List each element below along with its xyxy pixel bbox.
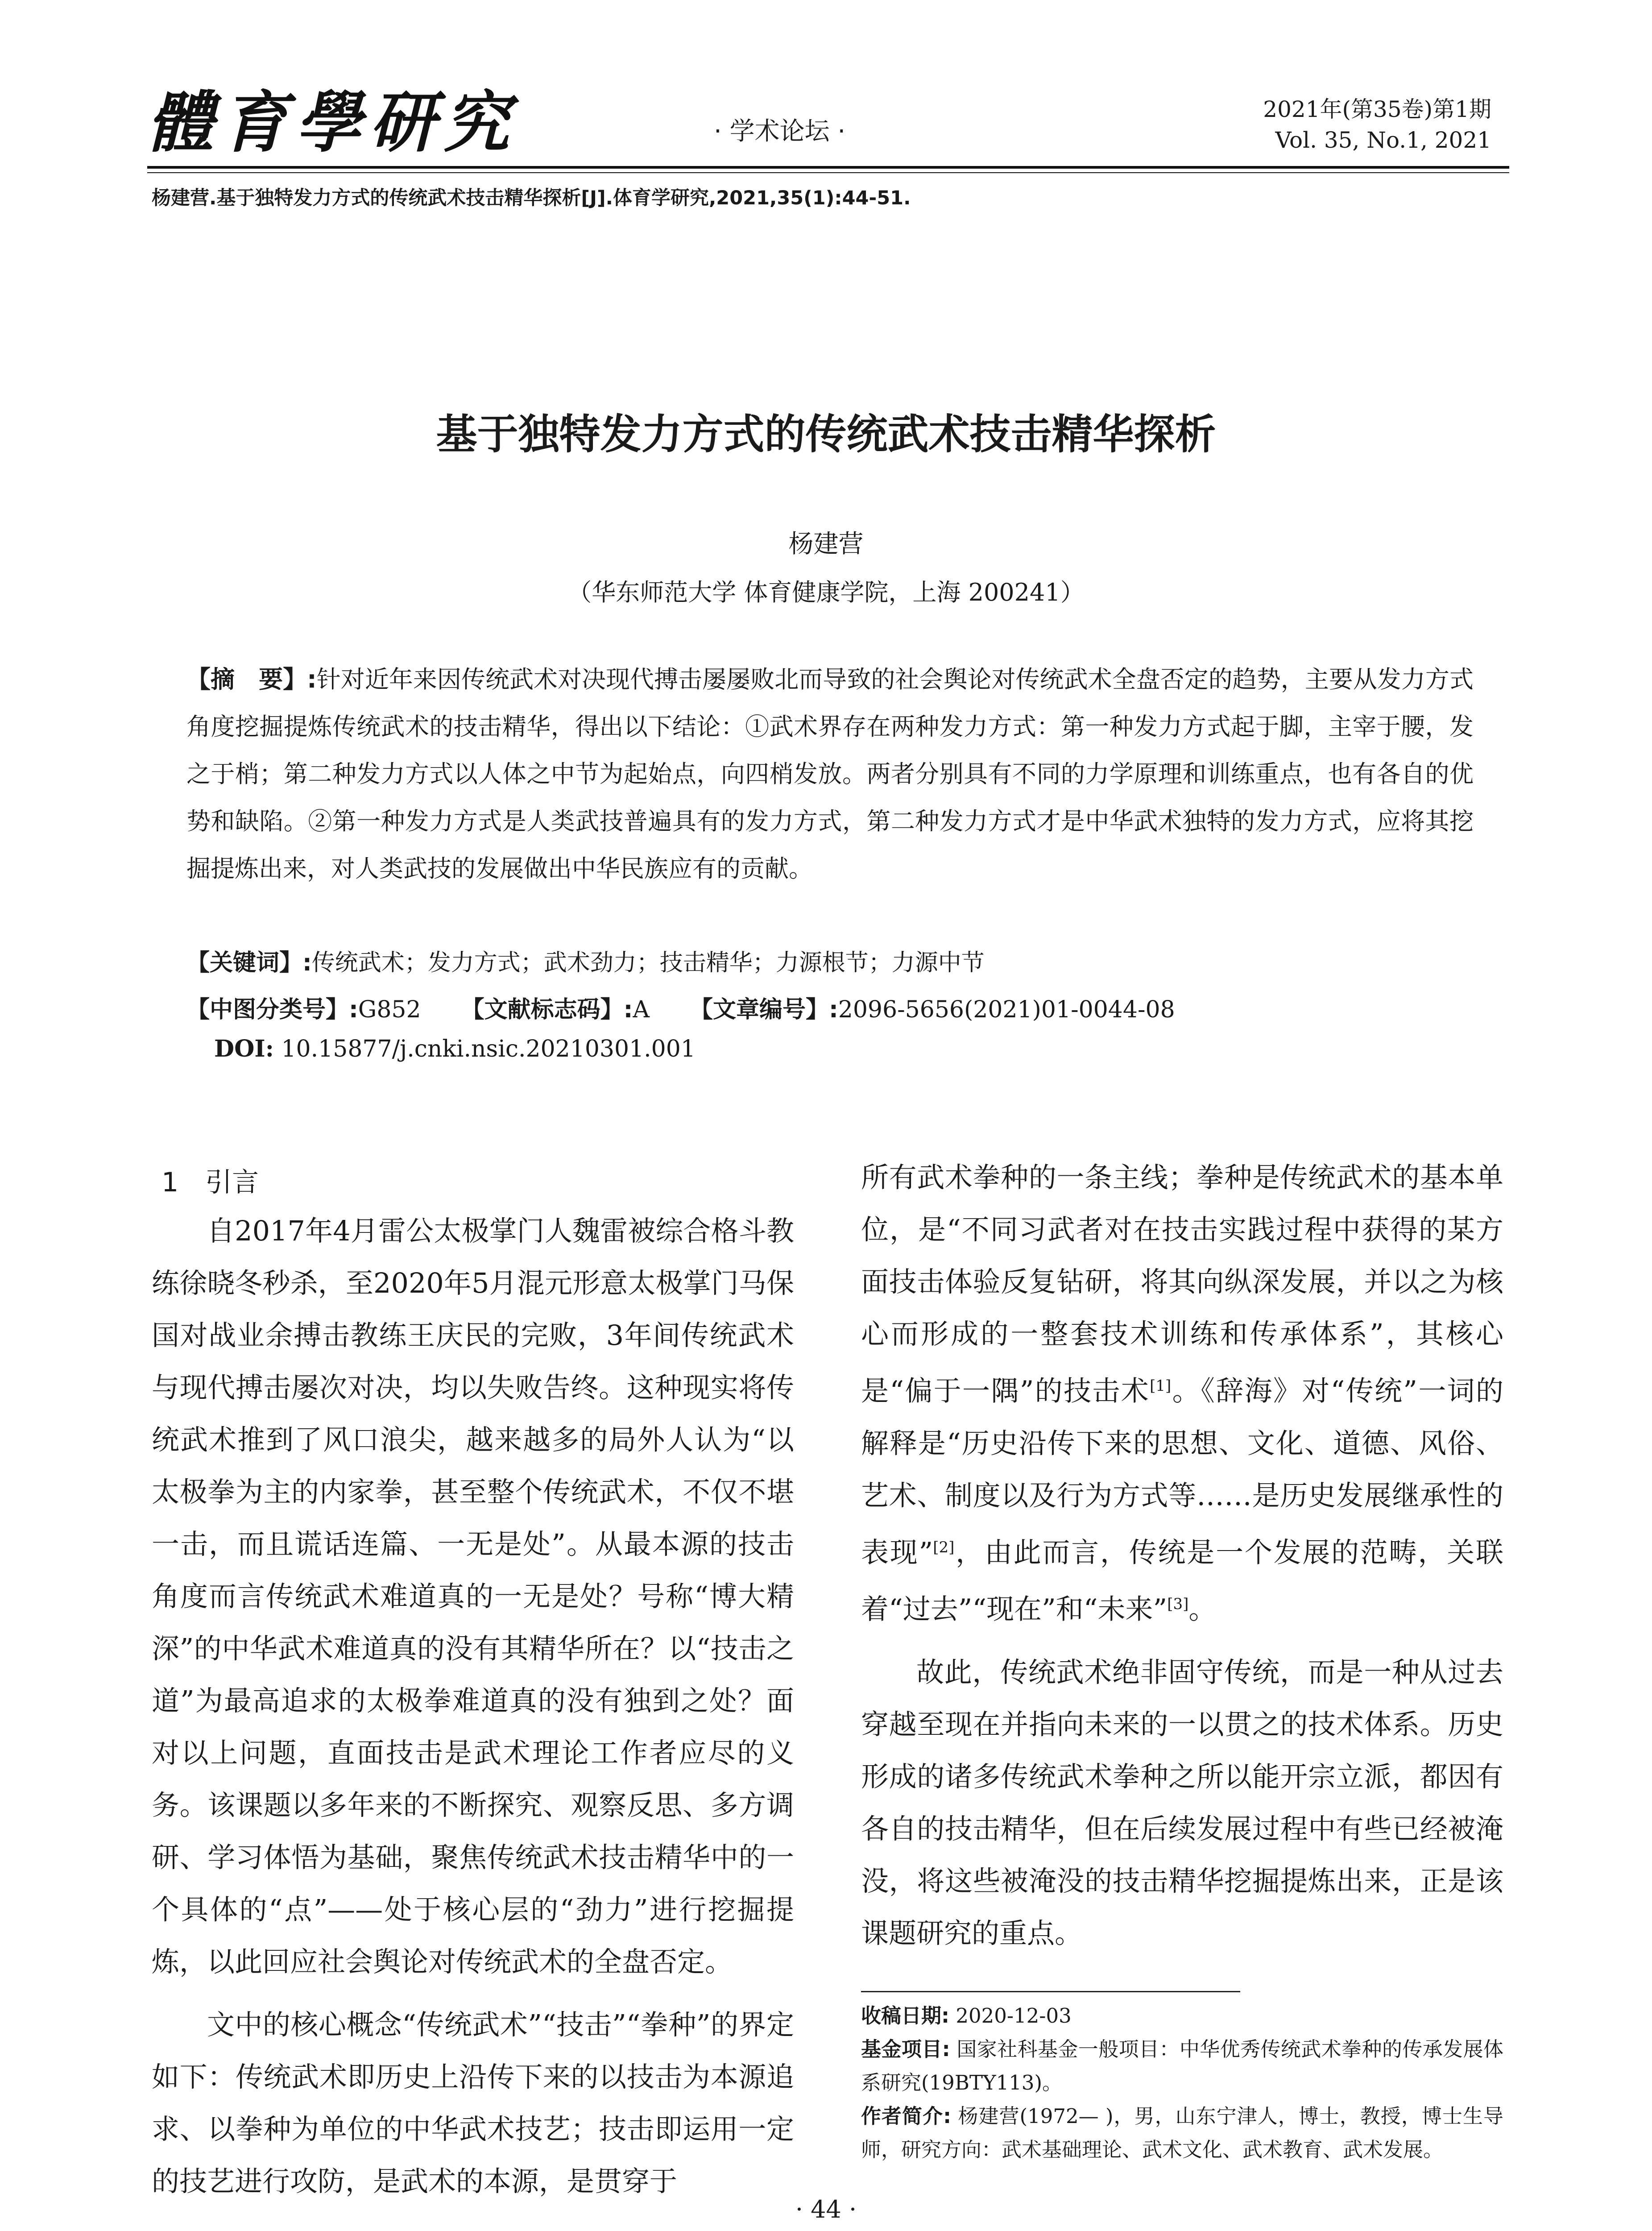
header-rule-thin (147, 172, 1509, 173)
footnote-rule (861, 1991, 1240, 1992)
author-bio-label: 作者简介: (861, 2104, 952, 2128)
keywords-line (186, 944, 985, 977)
column-name: · 学术论坛 · (714, 117, 846, 146)
received-label: 收稿日期: (861, 2004, 949, 2028)
keywords-label: 【关键词】: (186, 950, 312, 976)
received-value: 2020-12-03 (956, 2004, 1072, 2028)
section-heading: 1 引言 (161, 1167, 259, 1198)
issue-info-cn: 2021年(第35卷)第1期 (1263, 96, 1491, 122)
body-right-column (861, 1151, 1503, 1959)
doc-code-value: A (633, 996, 650, 1023)
doi-link[interactable]: 10.15877/j.cnki.nsic.20210301.001 (281, 1036, 696, 1062)
abstract (186, 656, 1474, 892)
reference-link[interactable]: [1] (1150, 1377, 1172, 1395)
body-text: 。 (1188, 1592, 1217, 1626)
author-affiliation: （华东师范大学 体育健康学院，上海 200241） (567, 578, 1085, 606)
body-text: 。《辞海》对“传统”一词的解释是“历史沿传下来的思想、文化、道德、风俗、艺术、制度以及行为方式等……是历史发展继承性的表现” (861, 1374, 1503, 1569)
doc-code-label: 【文献标志码】: (461, 996, 633, 1023)
abstract-text: 针对近年来因传统武术对决现代搏击屡屡败北而导致的社会舆论对传统武术全盘否定的趋势，主要从发力方式角度挖掘提炼传统武术的技击精华，得出以下结论：①武术界存在两种发力方式：第一种发力方式起于脚，主宰于腰，发之于梢；第二种发力方式以人体之中节为起始点，向四梢发放。两者分别具有不同的力学原理和训练重点，也有各自的优势和缺陷。②第一种发力方式是人类武技普遍具有的发力方式，第二种发力方式才是中华武术独特的发力方式，应将其挖掘提炼出来，对人类武技的发展做出中华民族应有的贡献。 (186, 665, 1474, 883)
body-left-column (152, 1160, 794, 2207)
journal-logo: 體育學研究 (147, 83, 518, 161)
page-number: · 44 · (795, 2195, 857, 2223)
classification-line (186, 991, 1175, 1024)
doi-label: DOI: (214, 1035, 274, 1062)
body-text: 所有武术拳种的一条主线；拳种是传统武术的基本单位，是“不同习武者对在技击实践过程中获得的某方面技击体验反复钻研，将其向纵深发展，并以之为核心而形成的一整套技术训练和传承体系”，其核心是“偏于一隅”的技击术 (861, 1161, 1503, 1407)
issue-info-en: Vol. 35, No.1, 2021 (1275, 127, 1491, 153)
citation-line: 杨建营.基于独特发力方式的传统武术技击精华探析[J].体育学研究,2021,35(1):44-51. (152, 187, 911, 209)
received-date (861, 1999, 1503, 2032)
clc-value: G852 (358, 996, 421, 1023)
article-no-value: 2096-5656(2021)01-0044-08 (838, 996, 1175, 1023)
abstract-label: 【摘 要】: (186, 665, 317, 693)
reference-link[interactable]: [3] (1167, 1595, 1189, 1613)
header-rule-thick (147, 166, 1509, 169)
keywords-text: 传统武术；发力方式；武术劲力；技击精华；力源根节；力源中节 (311, 950, 985, 976)
doi-line (214, 1035, 696, 1062)
fund-value: 国家社科基金一般项目：中华优秀传统武术拳种的传承发展体系研究(19BTY113)。 (861, 2037, 1503, 2094)
fund-label: 基金项目: (861, 2037, 950, 2061)
body-text: ，由此而言，传统是一个发展的范畴，关联着“过去”“现在”和“未来” (861, 1536, 1503, 1626)
fund-info (861, 2032, 1503, 2099)
body-paragraph (861, 1151, 1503, 1635)
reference-link[interactable]: [2] (933, 1538, 955, 1556)
clc-label: 【中图分类号】: (186, 996, 358, 1023)
author-bio-value: 杨建营(1972— )，男，山东宁津人，博士，教授，博士生导师，研究方向：武术基础理论、武术文化、武术教育、武术发展。 (861, 2104, 1503, 2161)
body-paragraph: 自2017年4月雷公太极掌门人魏雷被综合格斗教练徐晓冬秒杀，至2020年5月混元形意太极掌门马保国对战业余搏击教练王庆民的完败，3年间传统武术与现代搏击屡次对决，均以失败告终。这种现实将传统武术推到了风口浪尖，越来越多的局外人认为“以太极拳为主的内家拳，甚至整个传统武术，不仅不堪一击，而且谎话连篇、一无是处”。从最本源的技击角度而言传统武术难道真的一无是处？号称“博大精深”的中华武术难道真的没有其精华所在？以“技击之道”为最高追求的太极拳难道真的没有独到之处？面对以上问题，直面技击是武术理论工作者应尽的义务。该课题以多年来的不断探究、观察反思、多方调研、学习体悟为基础，聚焦传统武术技击精华中的一个具体的“点”——处于核心层的“劲力”进行挖掘提炼，以此回应社会舆论对传统武术的全盘否定。 (152, 1215, 794, 1978)
article-author: 杨建营 (788, 530, 864, 559)
body-paragraph: 文中的核心概念“传统武术”“技击”“拳种”的界定如下：传统武术即历史上沿传下来的以技击为本源追求、以拳种为单位的中华武术技艺；技击即运用一定的技艺进行攻防，是武术的本源，是贯穿于 (152, 2008, 794, 2198)
article-title: 基于独特发力方式的传统武术技击精华探析 (436, 411, 1216, 458)
author-bio (861, 2099, 1503, 2166)
body-paragraph: 故此，传统武术绝非固守传统，而是一种从过去穿越至现在并指向未来的一以贯之的技术体系。历史形成的诸多传统武术拳种之所以能开宗立派，都因有各自的技击精华，但在后续发展过程中有些已经被淹没，将这些被淹没的技击精华挖掘提炼出来，正是该课题研究的重点。 (861, 1655, 1503, 1949)
article-no-label: 【文章编号】: (689, 996, 838, 1023)
footnotes (861, 1999, 1503, 2166)
